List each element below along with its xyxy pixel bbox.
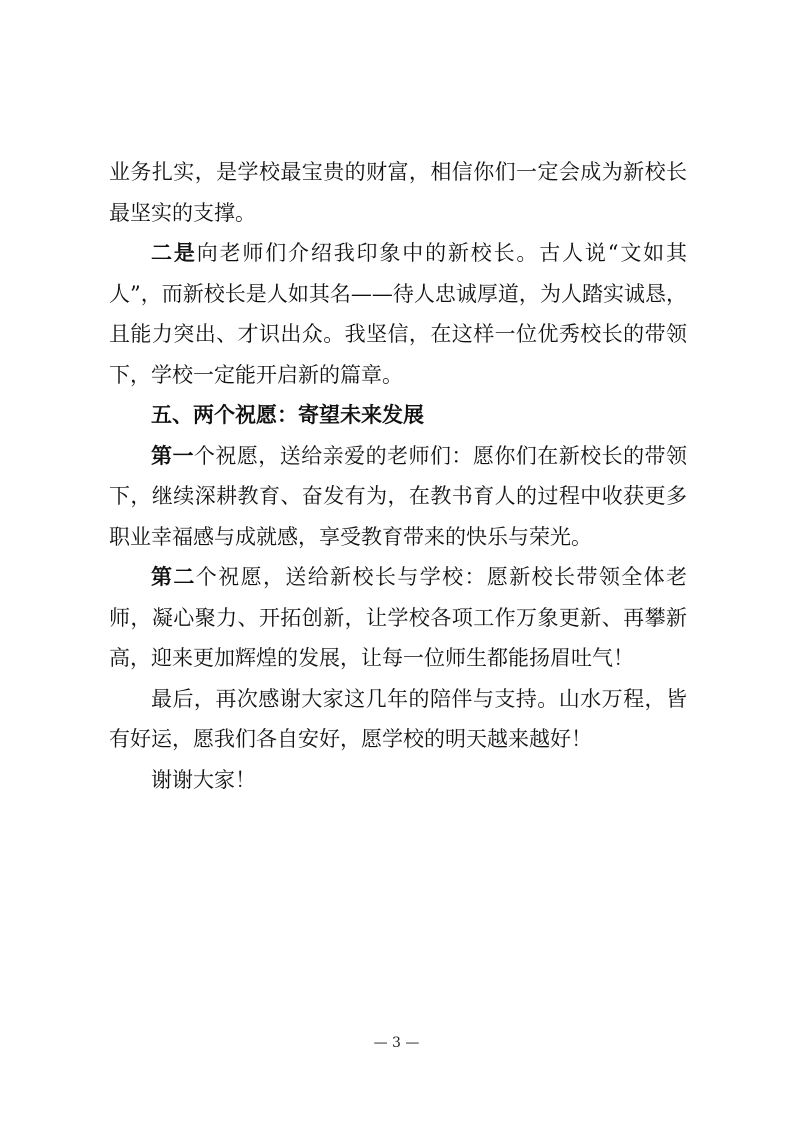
- paragraph-second-wish: [109, 557, 687, 679]
- paragraph-lead: 二是: [151, 240, 197, 265]
- paragraph-closing: [109, 679, 687, 760]
- paragraph-text: 个祝愿，送给亲爱的老师们：愿你们在新校长的带领下，继续深耕教育、奋发有为，在教书育人的过程中收获更多职业幸福感与成就感，享受教育带来的快乐与荣光。: [109, 443, 688, 549]
- paragraph-text: 谢谢大家！: [151, 767, 256, 792]
- paragraph-text: 最后，再次感谢大家这几年的陪伴与支持。山水万程，皆有好运，愿我们各自安好，愿学校的明天越来越好！: [109, 686, 687, 751]
- paragraph-thanks: [109, 760, 687, 801]
- paragraph-text: 向老师们介绍我印象中的新校长。古人说“文如其人”，而新校长是人如其名——待人忠诚厚道，为人踏实诚恳，且能力突出、才识出众。我坚信，在这样一位优秀校长的带领下，学校一定能开启新的篇章。: [109, 241, 688, 387]
- page-number: — 3 —: [373, 1035, 420, 1051]
- document-body: [109, 152, 687, 800]
- paragraph-lead: 第一: [151, 442, 194, 468]
- paragraph-text: 业务扎实，是学校最宝贵的财富，相信你们一定会成为新校长最坚实的支撑。: [109, 160, 687, 225]
- paragraph-text: 个祝愿，送给新校长与学校：愿新校长带领全体老师，凝心聚力、开拓创新，让学校各项工作万象更新、再攀新高，迎来更加辉煌的发展，让每一位师生都能扬眉吐气！: [109, 565, 688, 670]
- section-heading-text: 五、两个祝愿：寄望未来发展: [151, 402, 424, 427]
- paragraph-continuation: [109, 152, 687, 233]
- section-heading: [109, 395, 687, 436]
- paragraph-new-principal-intro: [109, 233, 687, 395]
- paragraph-first-wish: [109, 436, 687, 558]
- paragraph-lead: 第二: [151, 564, 196, 589]
